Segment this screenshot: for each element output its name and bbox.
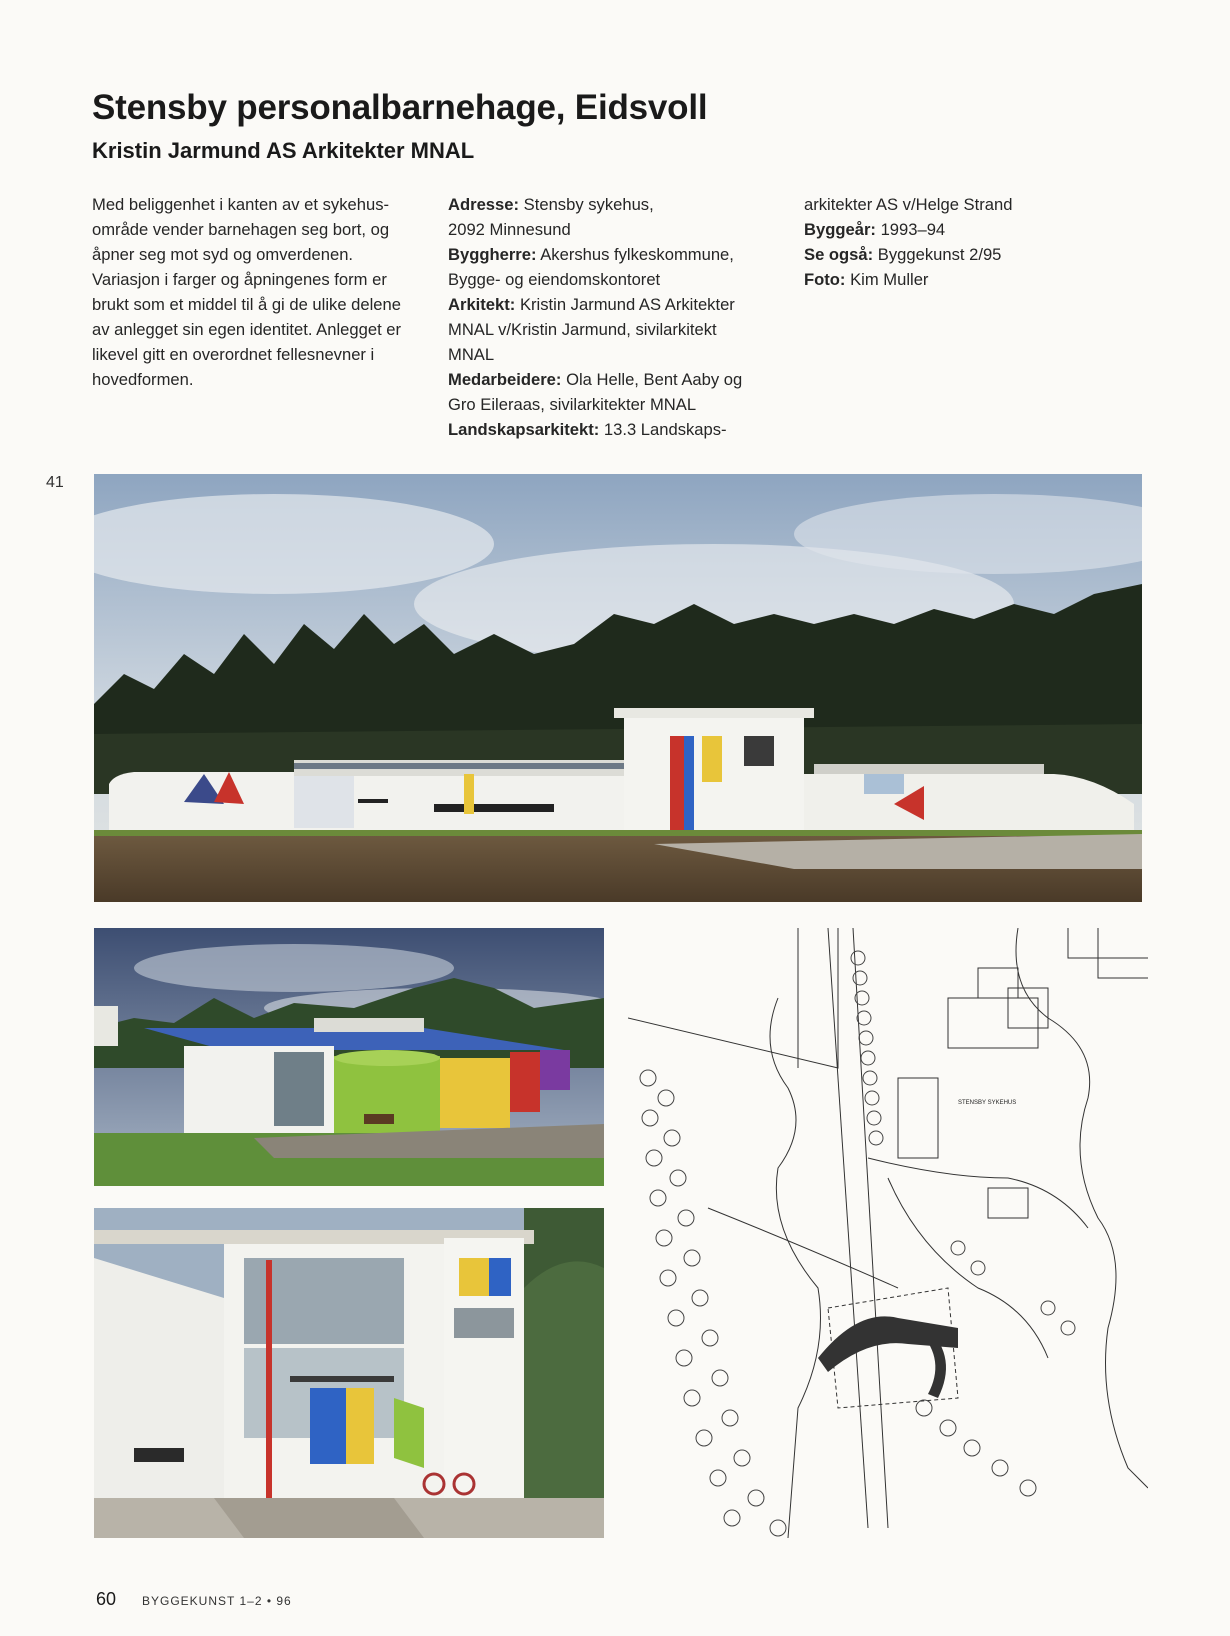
entrance-photo <box>94 1208 604 1538</box>
intro-line: område vender barnehagen seg bort, og <box>92 220 390 239</box>
byggherre-label: Byggherre: <box>448 245 537 264</box>
facts-column-2 <box>804 192 1134 292</box>
article-subtitle: Kristin Jarmund AS Arkitekter MNAL <box>92 138 475 163</box>
adresse-label: Adresse: <box>448 195 520 214</box>
byggear-value: 1993–94 <box>880 220 946 239</box>
medarbeidere-label: Medarbeidere: <box>448 370 562 389</box>
article-title: Stensby personalbarnehage, Eidsvoll <box>92 88 708 127</box>
seogsa-label: Se også: <box>804 245 874 264</box>
foto-value: Kim Muller <box>850 270 929 289</box>
margin-number: 41 <box>46 474 64 491</box>
adresse-value: Stensby sykehus, <box>523 195 654 214</box>
facts-column-1 <box>448 192 778 442</box>
landskap-value: 13.3 Landskaps- <box>603 420 727 439</box>
landskap-label: Landskapsarkitekt: <box>448 420 600 439</box>
arkitekt-label: Arkitekt: <box>448 295 516 314</box>
foto-label: Foto: <box>804 270 846 289</box>
magazine-issue: BYGGEKUNST 1–2 • 96 <box>142 1594 292 1608</box>
intro-line: av anlegget sin egen identitet. Anlegget er <box>92 320 402 339</box>
medarbeidere-value: Ola Helle, Bent Aaby og <box>566 370 743 389</box>
arkitekt-value: Kristin Jarmund AS Arkitekter <box>519 295 735 314</box>
landskap-value: arkitekter AS v/Helge Strand <box>804 195 1013 214</box>
byggear-label: Byggeår: <box>804 220 876 239</box>
adresse-value: 2092 Minnesund <box>448 220 571 239</box>
site-plan-label: STENSBY SYKEHUS <box>958 1100 1017 1106</box>
intro-line: brukt som et middel til å gi de ulike delene <box>92 295 401 314</box>
main-photo <box>94 474 1142 902</box>
intro-line: Med beliggenhet i kanten av et sykehus- <box>92 195 390 214</box>
intro-line: likevel gitt en overordnet fellesnevner i <box>92 345 375 364</box>
site-plan <box>628 928 1148 1538</box>
intro-line: åpner seg mot syd og omverdenen. <box>92 245 354 264</box>
seogsa-value: Byggekunst 2/95 <box>877 245 1002 264</box>
intro-line: Variasjon i farger og åpningenes form er <box>92 270 387 289</box>
arkitekt-value: MNAL v/Kristin Jarmund, sivilarkitekt <box>448 320 717 339</box>
side-photo <box>94 928 604 1186</box>
medarbeidere-value: Gro Eileraas, sivilarkitekter MNAL <box>448 395 697 414</box>
arkitekt-value: MNAL <box>448 345 495 364</box>
byggherre-value: Bygge- og eiendomskontoret <box>448 270 661 289</box>
intro-text <box>92 192 422 392</box>
byggherre-value: Akershus fylkeskommune, <box>540 245 734 264</box>
intro-line: hovedformen. <box>92 370 194 389</box>
page-number: 60 <box>96 1589 117 1609</box>
